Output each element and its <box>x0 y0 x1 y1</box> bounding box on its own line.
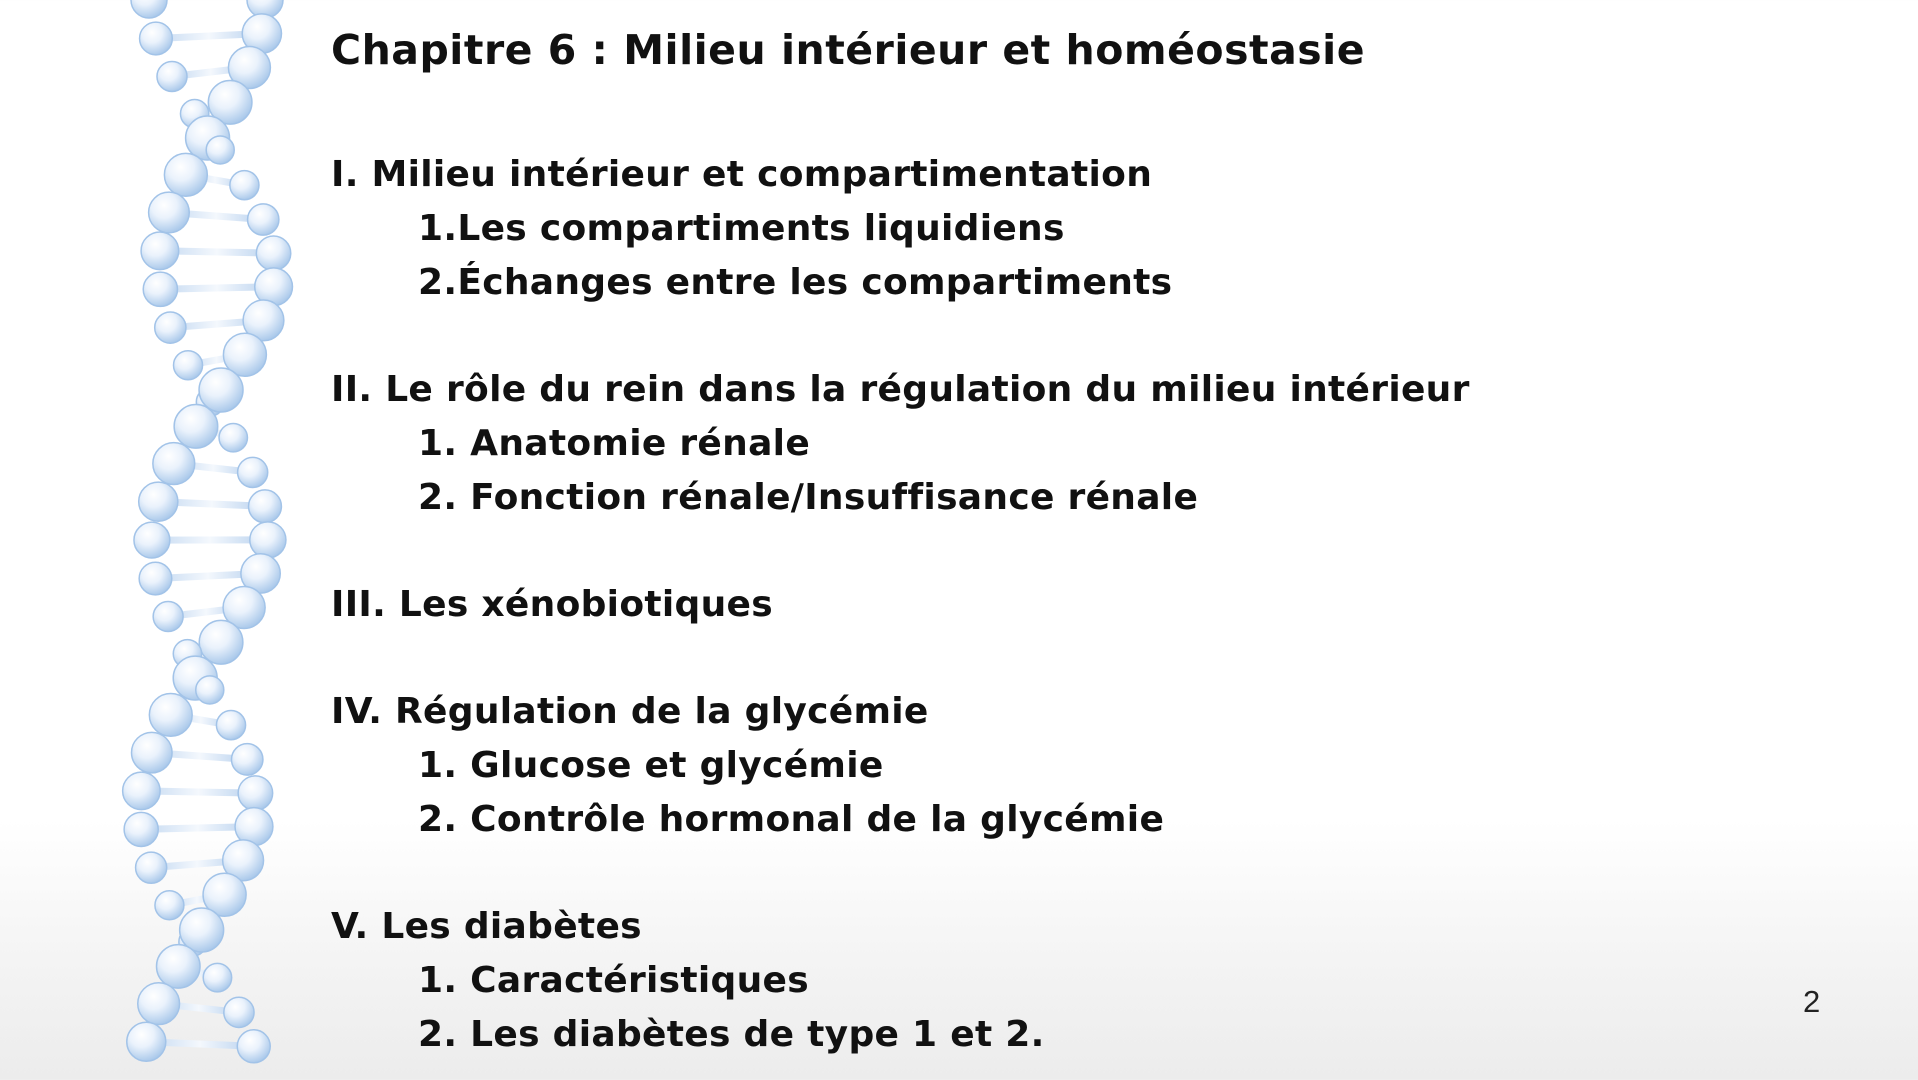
section-2 <box>331 363 1470 525</box>
section-title: V. Les diabètes <box>331 906 642 947</box>
dna-sphere <box>157 945 201 989</box>
dna-sphere <box>141 232 179 270</box>
dna-sphere <box>149 192 190 233</box>
subsection-item: 1. Glucose et glycémie <box>418 745 884 786</box>
dna-sphere <box>216 711 245 740</box>
subsection-list <box>331 417 1470 525</box>
dna-helix-icon <box>95 0 330 1080</box>
section-5 <box>331 900 1470 1062</box>
section-4 <box>331 685 1470 847</box>
dna-sphere <box>157 61 187 91</box>
chapter-outline <box>331 148 1470 1080</box>
subsection-item: 2. Fonction rénale/Insuffisance rénale <box>418 477 1199 518</box>
dna-sphere <box>164 153 207 196</box>
dna-sphere <box>196 676 224 704</box>
dna-sphere <box>174 351 203 380</box>
dna-sphere <box>155 891 184 920</box>
dna-sphere <box>237 1030 270 1063</box>
subsection-list <box>331 954 1470 1062</box>
section-1 <box>331 148 1470 310</box>
dna-sphere <box>219 423 247 451</box>
dna-sphere <box>206 136 234 164</box>
subsection-list <box>331 202 1470 310</box>
section-title: IV. Régulation de la glycémie <box>331 691 929 732</box>
subsection-item: 2.Échanges entre les compartiments <box>418 262 1173 303</box>
page-title: Chapitre 6 : Milieu intérieur et homéostasie <box>331 26 1366 74</box>
page-number: 2 <box>1803 984 1821 1019</box>
section-title: III. Les xénobiotiques <box>331 584 773 625</box>
dna-sphere <box>140 22 173 55</box>
section-3 <box>331 578 1470 632</box>
dna-sphere <box>238 776 273 811</box>
dna-sphere <box>248 204 279 235</box>
subsection-item: 1. Anatomie rénale <box>418 423 811 464</box>
dna-sphere <box>174 405 218 449</box>
subsection-item: 1.Les compartiments liquidiens <box>418 208 1065 249</box>
subsection-item: 2. Contrôle hormonal de la glycémie <box>418 799 1165 840</box>
subsection-list <box>331 739 1470 847</box>
dna-sphere <box>256 236 290 270</box>
dna-sphere <box>153 443 195 485</box>
dna-sphere <box>139 482 178 521</box>
dna-sphere <box>199 368 243 412</box>
dna-sphere <box>124 812 158 846</box>
dna-sphere <box>139 562 172 595</box>
dna-sphere <box>155 312 186 343</box>
subsection-item: 1. Caractéristiques <box>418 960 809 1001</box>
dna-sphere <box>250 522 286 558</box>
dna-sphere <box>230 171 259 200</box>
section-title: II. Le rôle du rein dans la régulation du milieu intérieur <box>331 369 1470 410</box>
dna-sphere <box>132 732 173 773</box>
dna-sphere <box>249 490 282 523</box>
dna-sphere <box>134 522 170 558</box>
dna-sphere <box>143 272 177 306</box>
section-title: I. Milieu intérieur et compartimentation <box>331 154 1153 195</box>
dna-sphere <box>127 1022 166 1061</box>
dna-sphere <box>131 0 167 18</box>
dna-sphere <box>138 983 180 1025</box>
dna-sphere <box>238 457 268 487</box>
dna-sphere <box>123 772 160 809</box>
subsection-item: 2. Les diabètes de type 1 et 2. <box>418 1014 1045 1055</box>
dna-sphere <box>203 963 231 991</box>
dna-sphere <box>153 602 183 632</box>
dna-sphere <box>136 852 167 883</box>
dna-sphere <box>224 997 254 1027</box>
dna-sphere <box>149 693 192 736</box>
dna-sphere <box>231 744 262 775</box>
dna-sphere <box>199 620 243 664</box>
